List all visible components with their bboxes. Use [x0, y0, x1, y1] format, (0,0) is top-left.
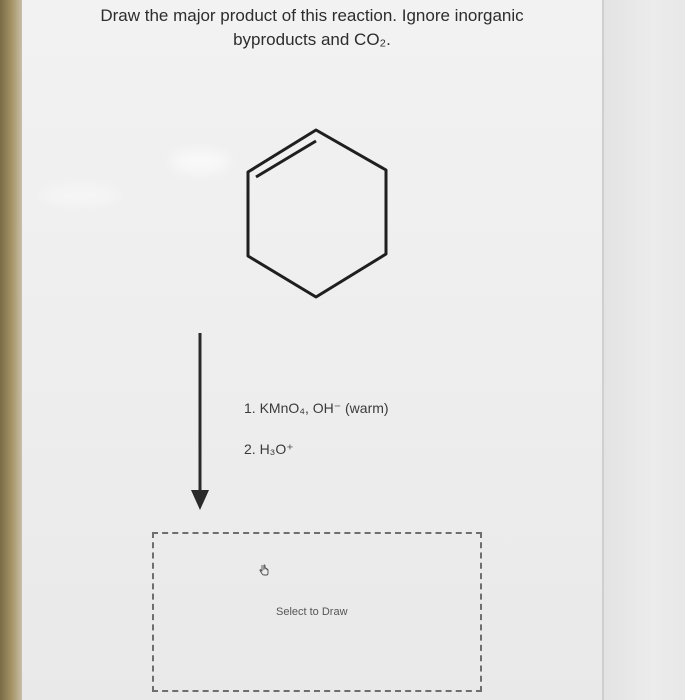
reagent-step-1: 1. KMnO₄, OH⁻ (warm) [244, 400, 389, 416]
question-line-2: byproducts and CO₂. [233, 30, 391, 49]
question-line-1: Draw the major product of this reaction. Ignore inorganic [100, 6, 524, 25]
reaction-arrow [191, 333, 209, 510]
cyclohexene-structure [248, 130, 386, 297]
hand-pointer-icon[interactable] [258, 564, 270, 576]
arrow-head [191, 490, 209, 510]
reagent-step-2: 2. H₃O⁺ [244, 441, 294, 457]
ring-bonds [248, 130, 386, 297]
double-bond-line [256, 141, 316, 177]
select-to-draw-label[interactable]: Select to Draw [276, 606, 348, 618]
